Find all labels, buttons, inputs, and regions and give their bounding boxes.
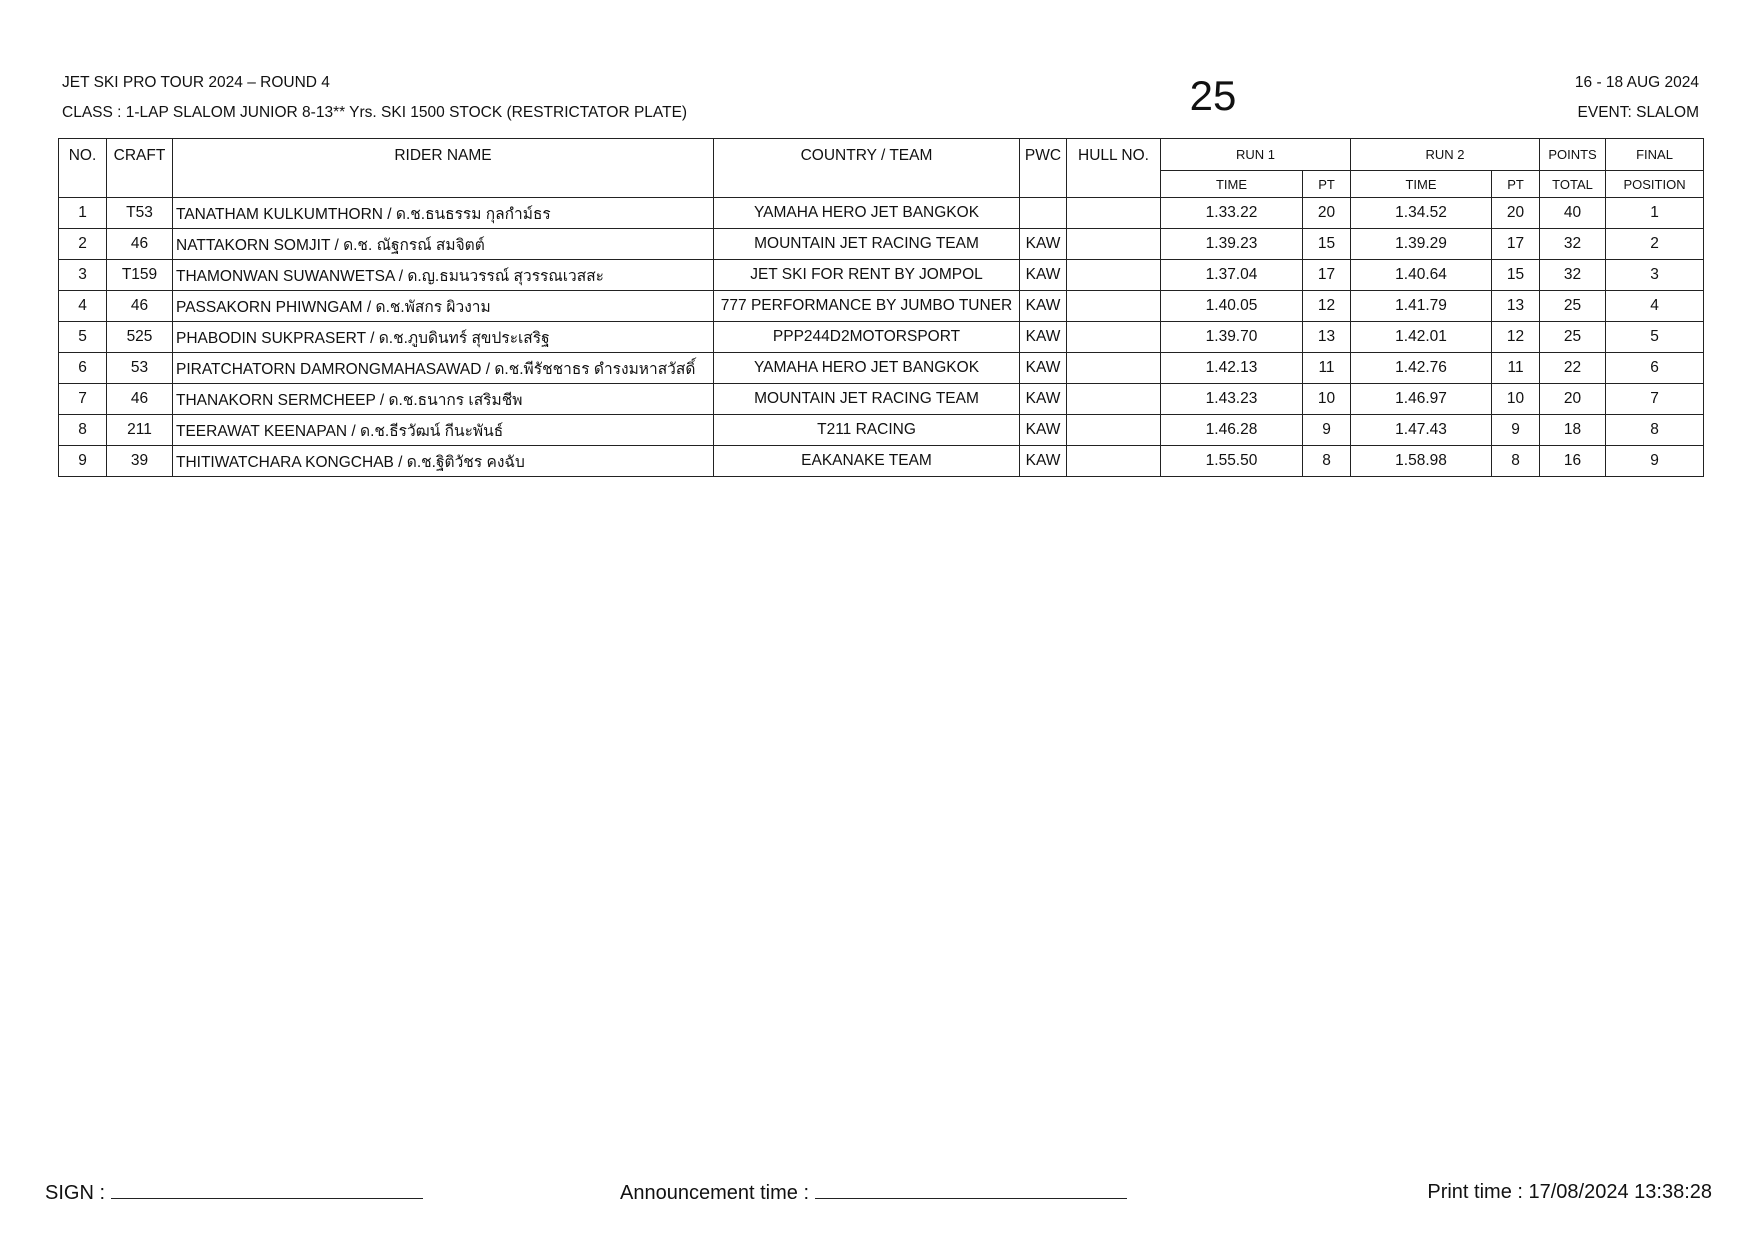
cell-pwc: KAW <box>1020 353 1067 384</box>
cell-team: YAMAHA HERO JET BANGKOK <box>714 198 1020 229</box>
cell-position: 4 <box>1606 291 1704 322</box>
cell-no: 1 <box>59 198 107 229</box>
col-run1-time: TIME <box>1161 171 1303 198</box>
col-run1-pt: PT <box>1303 171 1351 198</box>
cell-hull <box>1067 260 1161 291</box>
cell-rider: TANATHAM KULKUMTHORN / ด.ช.ธนธรรม กุลกำม์ธร <box>173 198 714 229</box>
table-row <box>59 384 1704 415</box>
cell-run2-time: 1.40.64 <box>1351 260 1492 291</box>
cell-pwc: KAW <box>1020 415 1067 446</box>
cell-run1-time: 1.43.23 <box>1161 384 1303 415</box>
page-number: 25 <box>1189 72 1237 119</box>
cell-craft: 39 <box>107 446 173 477</box>
cell-total: 25 <box>1540 291 1606 322</box>
cell-run1-pt: 8 <box>1303 446 1351 477</box>
cell-run2-pt: 15 <box>1492 260 1540 291</box>
cell-run1-time: 1.46.28 <box>1161 415 1303 446</box>
header-right <box>1575 68 1699 128</box>
cell-rider: PHABODIN SUKPRASERT / ด.ช.ภูบดินทร์ สุขประเสริฐ <box>173 322 714 353</box>
cell-position: 8 <box>1606 415 1704 446</box>
col-rider-name: RIDER NAME <box>173 139 714 198</box>
cell-run2-pt: 10 <box>1492 384 1540 415</box>
cell-no: 6 <box>59 353 107 384</box>
col-hull-no: HULL NO. <box>1067 139 1161 198</box>
table-row <box>59 291 1704 322</box>
col-final: FINAL <box>1606 139 1704 171</box>
cell-run1-time: 1.33.22 <box>1161 198 1303 229</box>
cell-craft: T53 <box>107 198 173 229</box>
sign-label: SIGN : <box>45 1182 106 1204</box>
cell-position: 3 <box>1606 260 1704 291</box>
cell-run1-pt: 13 <box>1303 322 1351 353</box>
sign-field <box>45 1178 423 1207</box>
cell-team: JET SKI FOR RENT BY JOMPOL <box>714 260 1020 291</box>
cell-total: 18 <box>1540 415 1606 446</box>
cell-hull <box>1067 322 1161 353</box>
cell-pwc: KAW <box>1020 384 1067 415</box>
cell-craft: 46 <box>107 291 173 322</box>
cell-no: 7 <box>59 384 107 415</box>
cell-rider: THITIWATCHARA KONGCHAB / ด.ช.ฐิติวัชร คงฉับ <box>173 446 714 477</box>
cell-run1-pt: 20 <box>1303 198 1351 229</box>
cell-run1-pt: 15 <box>1303 229 1351 260</box>
cell-run2-pt: 12 <box>1492 322 1540 353</box>
cell-position: 1 <box>1606 198 1704 229</box>
cell-run1-time: 1.37.04 <box>1161 260 1303 291</box>
cell-total: 25 <box>1540 322 1606 353</box>
cell-pwc: KAW <box>1020 322 1067 353</box>
table-row <box>59 446 1704 477</box>
col-total: TOTAL <box>1540 171 1606 198</box>
table-body <box>59 198 1704 477</box>
cell-run1-time: 1.39.70 <box>1161 322 1303 353</box>
cell-total: 22 <box>1540 353 1606 384</box>
cell-run1-pt: 17 <box>1303 260 1351 291</box>
table-row <box>59 353 1704 384</box>
cell-run1-pt: 9 <box>1303 415 1351 446</box>
class-line: CLASS : 1-LAP SLALOM JUNIOR 8-13** Yrs. SKI 1500 STOCK (RESTRICTATOR PLATE) <box>62 104 688 121</box>
col-points: POINTS <box>1540 139 1606 171</box>
table-row <box>59 198 1704 229</box>
cell-craft: 46 <box>107 229 173 260</box>
cell-run2-time: 1.42.76 <box>1351 353 1492 384</box>
table-row <box>59 260 1704 291</box>
col-run1: RUN 1 <box>1161 139 1351 171</box>
cell-run2-time: 1.34.52 <box>1351 198 1492 229</box>
col-run2-time: TIME <box>1351 171 1492 198</box>
cell-run1-pt: 11 <box>1303 353 1351 384</box>
cell-run2-pt: 17 <box>1492 229 1540 260</box>
cell-team: EAKANAKE TEAM <box>714 446 1020 477</box>
cell-total: 32 <box>1540 260 1606 291</box>
cell-no: 4 <box>59 291 107 322</box>
cell-rider: THANAKORN SERMCHEEP / ด.ช.ธนากร เสริมชีพ <box>173 384 714 415</box>
cell-no: 5 <box>59 322 107 353</box>
cell-hull <box>1067 384 1161 415</box>
cell-run2-time: 1.46.97 <box>1351 384 1492 415</box>
cell-craft: 211 <box>107 415 173 446</box>
cell-pwc: KAW <box>1020 229 1067 260</box>
cell-total: 32 <box>1540 229 1606 260</box>
cell-team: YAMAHA HERO JET BANGKOK <box>714 353 1020 384</box>
cell-team: PPP244D2MOTORSPORT <box>714 322 1020 353</box>
cell-run1-time: 1.39.23 <box>1161 229 1303 260</box>
cell-position: 9 <box>1606 446 1704 477</box>
cell-run1-time: 1.55.50 <box>1161 446 1303 477</box>
event-dates: 16 - 18 AUG 2024 <box>1574 74 1699 91</box>
cell-run2-pt: 20 <box>1492 198 1540 229</box>
announcement-field <box>620 1178 1127 1207</box>
cell-hull <box>1067 291 1161 322</box>
cell-pwc: KAW <box>1020 260 1067 291</box>
cell-rider: NATTAKORN SOMJIT / ด.ช. ณัฐกรณ์ สมจิตต์ <box>173 229 714 260</box>
cell-no: 9 <box>59 446 107 477</box>
col-run2: RUN 2 <box>1351 139 1540 171</box>
cell-position: 5 <box>1606 322 1704 353</box>
cell-hull <box>1067 415 1161 446</box>
cell-pwc: KAW <box>1020 291 1067 322</box>
col-pwc: PWC <box>1020 139 1067 198</box>
announcement-line <box>815 1178 1127 1199</box>
cell-pwc <box>1020 198 1067 229</box>
cell-team: 777 PERFORMANCE BY JUMBO TUNER <box>714 291 1020 322</box>
sign-line <box>111 1178 423 1199</box>
cell-no: 2 <box>59 229 107 260</box>
col-no: NO. <box>59 139 107 198</box>
cell-total: 40 <box>1540 198 1606 229</box>
announcement-label: Announcement time : <box>620 1182 809 1204</box>
cell-rider: TEERAWAT KEENAPAN / ด.ช.ธีรวัฒน์ กีนะพันธ์ <box>173 415 714 446</box>
cell-hull <box>1067 446 1161 477</box>
cell-total: 16 <box>1540 446 1606 477</box>
cell-run2-pt: 9 <box>1492 415 1540 446</box>
cell-craft: 525 <box>107 322 173 353</box>
cell-team: T211 RACING <box>714 415 1020 446</box>
cell-total: 20 <box>1540 384 1606 415</box>
cell-run2-time: 1.42.01 <box>1351 322 1492 353</box>
cell-team: MOUNTAIN JET RACING TEAM <box>714 229 1020 260</box>
cell-run2-time: 1.41.79 <box>1351 291 1492 322</box>
cell-craft: 46 <box>107 384 173 415</box>
cell-run1-pt: 10 <box>1303 384 1351 415</box>
col-run2-pt: PT <box>1492 171 1540 198</box>
cell-hull <box>1067 353 1161 384</box>
col-position: POSITION <box>1606 171 1704 198</box>
cell-run1-time: 1.42.13 <box>1161 353 1303 384</box>
cell-position: 6 <box>1606 353 1704 384</box>
cell-run2-pt: 13 <box>1492 291 1540 322</box>
table-row <box>59 415 1704 446</box>
cell-no: 3 <box>59 260 107 291</box>
cell-craft: T159 <box>107 260 173 291</box>
cell-position: 2 <box>1606 229 1704 260</box>
cell-position: 7 <box>1606 384 1704 415</box>
cell-run2-time: 1.47.43 <box>1351 415 1492 446</box>
col-country-team: COUNTRY / TEAM <box>714 139 1020 198</box>
table-row <box>59 229 1704 260</box>
cell-run2-pt: 8 <box>1492 446 1540 477</box>
table-row <box>59 322 1704 353</box>
cell-run1-pt: 12 <box>1303 291 1351 322</box>
cell-rider: PIRATCHATORN DAMRONGMAHASAWAD / ด.ช.พีรัชชาธร ดำรงมหาสวัสดิ์ <box>173 353 714 384</box>
cell-run2-time: 1.58.98 <box>1351 446 1492 477</box>
cell-run1-time: 1.40.05 <box>1161 291 1303 322</box>
table-header <box>59 139 1704 198</box>
col-craft: CRAFT <box>107 139 173 198</box>
header-left <box>62 68 687 128</box>
print-time: Print time : 17/08/2024 13:38:28 <box>1427 1181 1712 1203</box>
event-title: JET SKI PRO TOUR 2024 – ROUND 4 <box>62 74 330 91</box>
cell-rider: THAMONWAN SUWANWETSA / ด.ญ.ธมนวรรณ์ สุวรรณเวสสะ <box>173 260 714 291</box>
cell-run2-time: 1.39.29 <box>1351 229 1492 260</box>
cell-craft: 53 <box>107 353 173 384</box>
cell-team: MOUNTAIN JET RACING TEAM <box>714 384 1020 415</box>
cell-no: 8 <box>59 415 107 446</box>
cell-hull <box>1067 229 1161 260</box>
cell-pwc: KAW <box>1020 446 1067 477</box>
results-table <box>58 138 1704 477</box>
cell-run2-pt: 11 <box>1492 353 1540 384</box>
cell-hull <box>1067 198 1161 229</box>
cell-rider: PASSAKORN PHIWNGAM / ด.ช.พัสกร ผิวงาม <box>173 291 714 322</box>
event-type: EVENT: SLALOM <box>1577 104 1699 121</box>
